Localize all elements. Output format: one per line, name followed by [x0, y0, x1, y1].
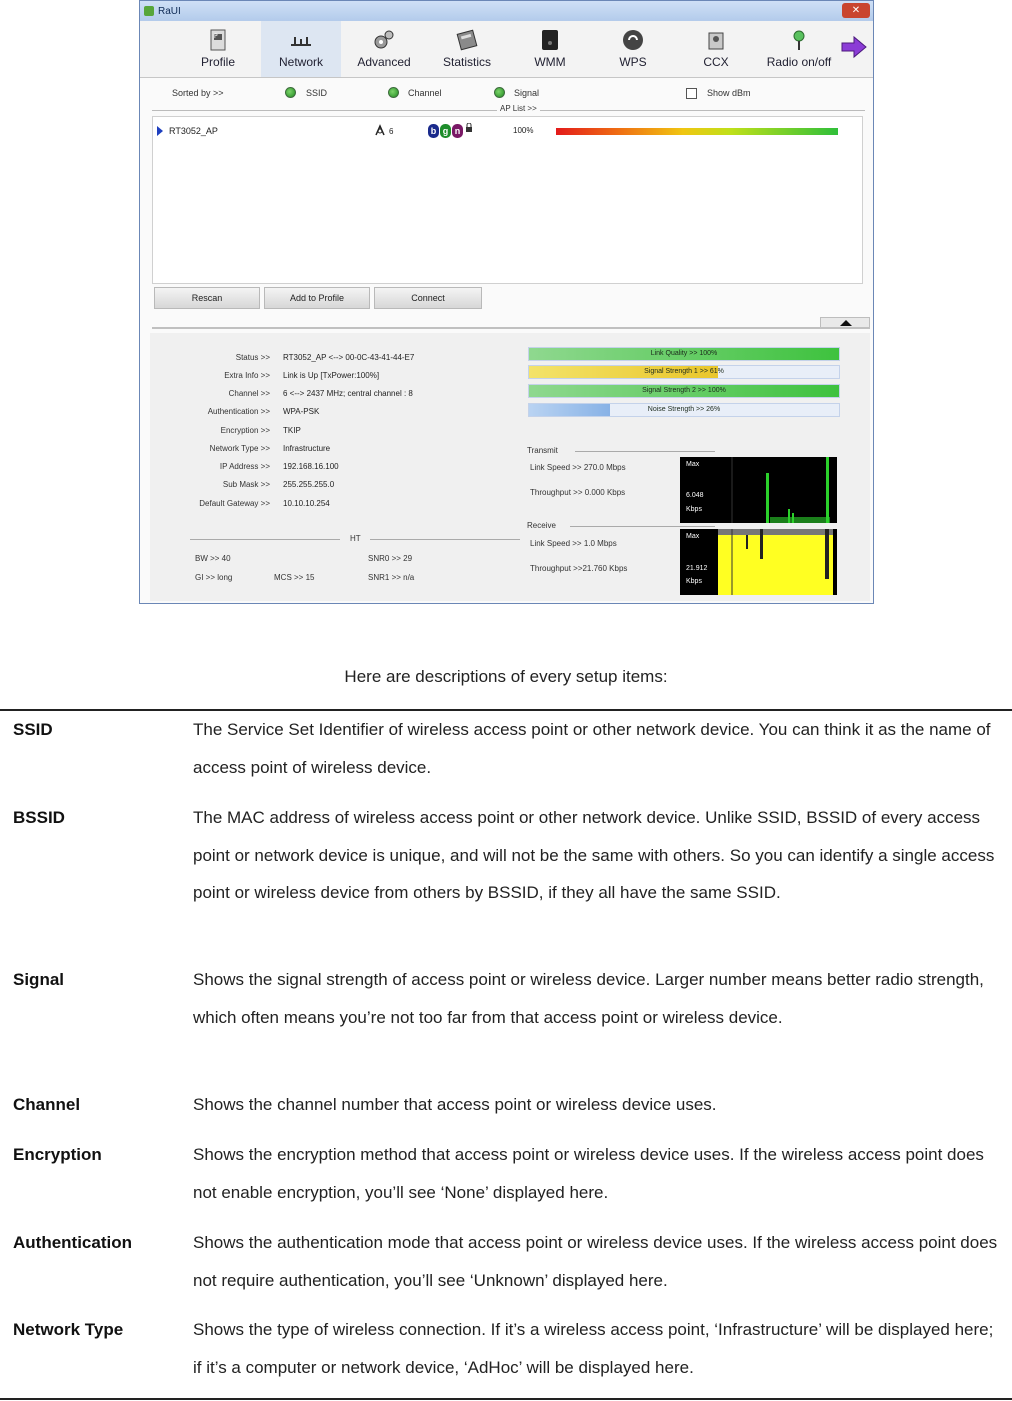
mode-b-icon: b: [428, 124, 439, 138]
toolbar: [140, 21, 873, 78]
lock-icon: [465, 123, 473, 133]
intro-text: Here are descriptions of every setup items:: [344, 667, 668, 686]
show-dbm-label: Show dBm: [707, 88, 751, 98]
desc-encryption: Shows the encryption method that access point or wireless device uses. If the wireless access point does not enable encryption, you’ll see ‘None’ displayed here.: [193, 1145, 984, 1202]
extra-info-label: Extra Info >>: [224, 371, 270, 380]
sort-ssid-radio[interactable]: [285, 87, 296, 98]
ip-address-value: 192.168.16.100: [283, 462, 339, 471]
term-signal: Signal: [13, 970, 65, 989]
signal-strength-1-text: Signal Strength 1 >> 61%: [644, 368, 724, 375]
mode-g-icon: g: [440, 124, 451, 138]
desc-signal: Shows the signal strength of access point or wireless device. Larger number means better radio strength, which often means you’re not too far from that access point or wireless device.: [193, 970, 984, 1027]
divider: [152, 327, 870, 329]
toolbar-ccx-button[interactable]: CCX: [676, 21, 756, 77]
ap-list-label: AP List >>: [497, 104, 540, 113]
mode-n-icon: n: [452, 124, 463, 138]
tx-link-speed: Link Speed >> 270.0 Mbps: [530, 463, 626, 472]
tx-throughput: Throughput >> 0.000 Kbps: [530, 488, 626, 497]
title-bar: [140, 1, 873, 21]
desc-authentication: Shows the authentication mode that access point or wireless device uses. If the wireless access point does not require authentication, you’ll see ‘Unknown’ displayed here.: [193, 1233, 998, 1290]
ip-address-label: IP Address >>: [219, 462, 270, 471]
connect-button[interactable]: Connect: [374, 287, 482, 309]
radio-icon: [786, 27, 812, 53]
wps-icon: [620, 27, 646, 53]
status-label: Status >>: [235, 353, 270, 362]
mcs-value: MCS >> 15: [274, 573, 315, 582]
show-dbm-checkbox[interactable]: [686, 88, 697, 99]
term-bssid: BSSID: [13, 808, 65, 827]
extra-info-value: Link is Up [TxPower:100%]: [283, 371, 380, 380]
network-type-label: Network Type >>: [209, 444, 270, 453]
term-ssid: SSID: [13, 720, 53, 739]
add-to-profile-button[interactable]: Add to Profile: [264, 287, 370, 309]
statistics-icon: [454, 27, 480, 53]
desc-ssid: The Service Set Identifier of wireless access point or other network device. You can think it as the name of access point of wireless device.: [193, 720, 991, 777]
term-authentication: Authentication: [13, 1233, 132, 1252]
window-title: RaUI: [158, 5, 181, 17]
noise-strength-bar: [528, 403, 840, 417]
bw-value: BW >> 40: [195, 554, 231, 563]
toolbar-wps-button[interactable]: WPS: [593, 21, 673, 77]
network-type-value: Infrastructure: [283, 444, 331, 453]
ap-row[interactable]: [153, 123, 862, 139]
toolbar-statistics-button[interactable]: Statistics: [427, 21, 507, 77]
ap-ssid: RT3052_AP: [169, 126, 218, 136]
receive-graph: [680, 529, 837, 595]
toolbar-advanced-button[interactable]: Advanced: [344, 21, 424, 77]
gi-value: GI >> long: [195, 573, 233, 582]
encryption-value: TKIP: [283, 426, 301, 435]
ap-list-header: [152, 104, 865, 114]
channel-label: Channel >>: [228, 389, 270, 398]
tx-graph-unit: Kbps: [686, 506, 702, 513]
info-panel: [150, 333, 870, 601]
profile-icon: [205, 27, 231, 53]
advanced-icon: [371, 27, 397, 53]
snr1-value: SNR1 >> n/a: [368, 573, 415, 582]
signal-strength-2-bar: [528, 384, 840, 398]
rx-link-speed: Link Speed >> 1.0 Mbps: [530, 539, 617, 548]
ccx-icon: [703, 27, 729, 53]
wmm-icon: [537, 27, 563, 53]
receive-label: Receive: [527, 521, 556, 530]
ap-signal-value: 100%: [513, 126, 534, 135]
sub-mask-value: 255.255.255.0: [283, 480, 335, 489]
rx-max-label: Max: [686, 533, 700, 540]
sort-channel-radio[interactable]: [388, 87, 399, 98]
next-arrow-icon[interactable]: [840, 35, 868, 59]
tx-graph-value: 6.048: [686, 492, 704, 499]
signal-strength-1-bar: [528, 365, 840, 379]
signal-strength-2-text: Signal Strength 2 >> 100%: [642, 387, 726, 394]
default-gateway-label: Default Gateway >>: [199, 499, 270, 508]
channel-value: 6 <--> 2437 MHz; central channel : 8: [283, 389, 413, 398]
network-icon: [288, 27, 314, 53]
ht-label: HT: [350, 534, 361, 543]
sub-mask-label: Sub Mask >>: [222, 480, 270, 489]
rescan-button[interactable]: Rescan: [154, 287, 260, 309]
channel-icon: [373, 124, 387, 137]
toolbar-profile-button[interactable]: P Profile: [178, 21, 258, 77]
sort-signal-radio[interactable]: [494, 87, 505, 98]
sorted-by-label: Sorted by >>: [172, 88, 224, 98]
toolbar-wmm-button[interactable]: WMM: [510, 21, 590, 77]
rx-throughput: Throughput >>21.760 Kbps: [530, 564, 628, 573]
term-channel: Channel: [13, 1095, 81, 1114]
snr0-value: SNR0 >> 29: [368, 554, 413, 563]
encryption-label: Encryption >>: [220, 426, 270, 435]
link-quality-bar: [528, 347, 840, 361]
ap-list[interactable]: [152, 116, 863, 284]
sort-signal-label: Signal: [514, 88, 540, 98]
raui-window: [139, 0, 874, 604]
ap-channel: 6: [389, 127, 394, 136]
tx-max-label: Max: [686, 461, 700, 468]
desc-bssid: The MAC address of wireless access point or other network device. Unlike SSID, BSSID of every access point or network device is unique, and will not be the same with others. So you can identify a single access point or wireless device from others by BSSID, if they all have the same SSID.: [193, 808, 995, 902]
noise-strength-text: Noise Strength >> 26%: [647, 406, 721, 413]
authentication-label: Authentication >>: [207, 407, 270, 416]
selected-arrow-icon: [157, 126, 163, 136]
status-value: RT3052_AP <--> 00-0C-43-41-44-E7: [283, 353, 415, 362]
close-button[interactable]: ✕: [842, 3, 870, 18]
rx-graph-value: 21.912: [686, 565, 708, 572]
app-icon: [144, 6, 154, 16]
desc-channel: Shows the channel number that access point or wireless device uses.: [193, 1095, 717, 1114]
table-bottom-rule: [0, 1398, 1012, 1400]
link-quality-text: Link Quality >> 100%: [650, 350, 718, 357]
term-network-type: Network Type: [13, 1320, 124, 1339]
transmit-label: Transmit: [527, 446, 558, 455]
toolbar-network-button[interactable]: Network: [261, 21, 341, 77]
rx-graph-unit: Kbps: [686, 578, 702, 585]
svg-text:P: P: [214, 33, 218, 40]
term-encryption: Encryption: [13, 1145, 102, 1164]
desc-network-type: Shows the type of wireless connection. If it’s a wireless access point, ‘Infrastructure’ will be displayed here; if it’s a computer or network device, ‘AdHoc’ will be displayed here.: [193, 1320, 994, 1377]
authentication-value: WPA-PSK: [283, 407, 320, 416]
ap-signal-bar: [556, 128, 838, 135]
sort-channel-label: Channel: [408, 88, 442, 98]
transmit-graph: [680, 457, 837, 523]
toolbar-radio-button[interactable]: Radio on/off: [759, 21, 839, 77]
default-gateway-value: 10.10.10.254: [283, 499, 330, 508]
sort-ssid-label: SSID: [306, 88, 328, 98]
sort-row: [140, 83, 873, 103]
